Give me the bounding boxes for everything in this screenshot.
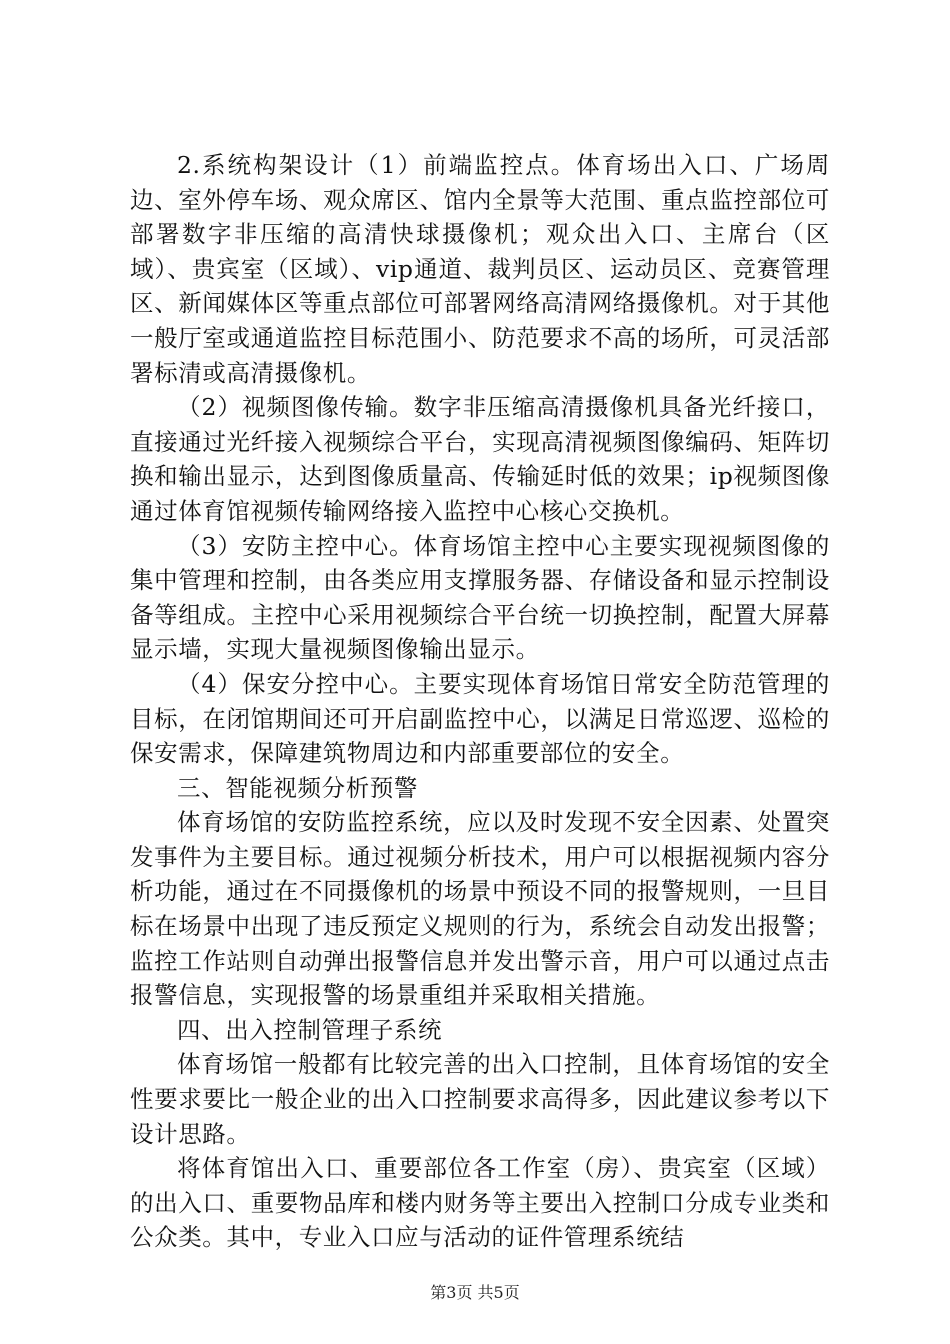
paragraph-security-sub-center: （4）保安分控中心。主要实现体育场馆日常安全防范管理的目标，在闭馆期间还可开启副监控中心，以满足日常巡逻、巡检的保安需求，保障建筑物周边和内部重要部位的安全。: [130, 669, 830, 768]
paragraph-video-transmission: （2）视频图像传输。数字非压缩高清摄像机具备光纤接口，直接通过光纤接入视频综合平台，实现高清视频图像编码、矩阵切换和输出显示，达到图像质量高、传输延时低的效果；ip视频图像通过体育馆视频传输网络接入监控中心核心交换机。: [130, 393, 830, 525]
paragraph-video-analysis: 体育场馆的安防监控系统，应以及时发现不安全因素、处置突发事件为主要目标。通过视频分析技术，用户可以根据视频内容分析功能，通过在不同摄像机的场景中预设不同的报警规则，一旦目标在场景中出现了违反预定义规则的行为，系统会自动发出报警；监控工作站则自动弹出报警信息并发出警示音，用户可以通过点击报警信息，实现报警的场景重组并采取相关措施。: [130, 808, 830, 1010]
paragraph-access-control-intro: 体育场馆一般都有比较完善的出入口控制，且体育场馆的安全性要求要比一般企业的出入口控制要求高得多，因此建议参考以下设计思路。: [130, 1050, 830, 1148]
section-heading-video-analysis: 三、智能视频分析预警: [177, 773, 418, 802]
document-body: [130, 148, 830, 1255]
section-heading-access-control: 四、出入控制管理子系统: [177, 1015, 443, 1044]
paragraph-main-control-center: （3）安防主控中心。体育场馆主控中心主要实现视频图像的集中管理和控制，由各类应用支撑服务器、存储设备和显示控制设备等组成。主控中心采用视频综合平台统一切换控制，配置大屏幕显示墙，实现大量视频图像输出显示。: [130, 531, 830, 664]
paragraph-system-architecture: 2.系统构架设计（1）前端监控点。体育场出入口、广场周边、室外停车场、观众席区、馆内全景等大范围、重点监控部位可部署数字非压缩的高清快球摄像机；观众出入口、主席台（区域）、贵宾室（区域）、vip通道、裁判员区、运动员区、竞赛管理区、新闻媒体区等重点部位可部署网络高清网络摄像机。对于其他一般厅室或通道监控目标范围小、防范要求不高的场所，可灵活部署标清或高清摄像机。: [130, 151, 830, 387]
paragraph-access-control-categories: 将体育馆出入口、重要部位各工作室（房）、贵宾室（区域）的出入口、重要物品库和楼内财务等主要出入控制口分成专业类和公众类。其中，专业入口应与活动的证件管理系统结: [130, 1154, 830, 1252]
page-footer: 第3页 共5页: [430, 1283, 520, 1302]
